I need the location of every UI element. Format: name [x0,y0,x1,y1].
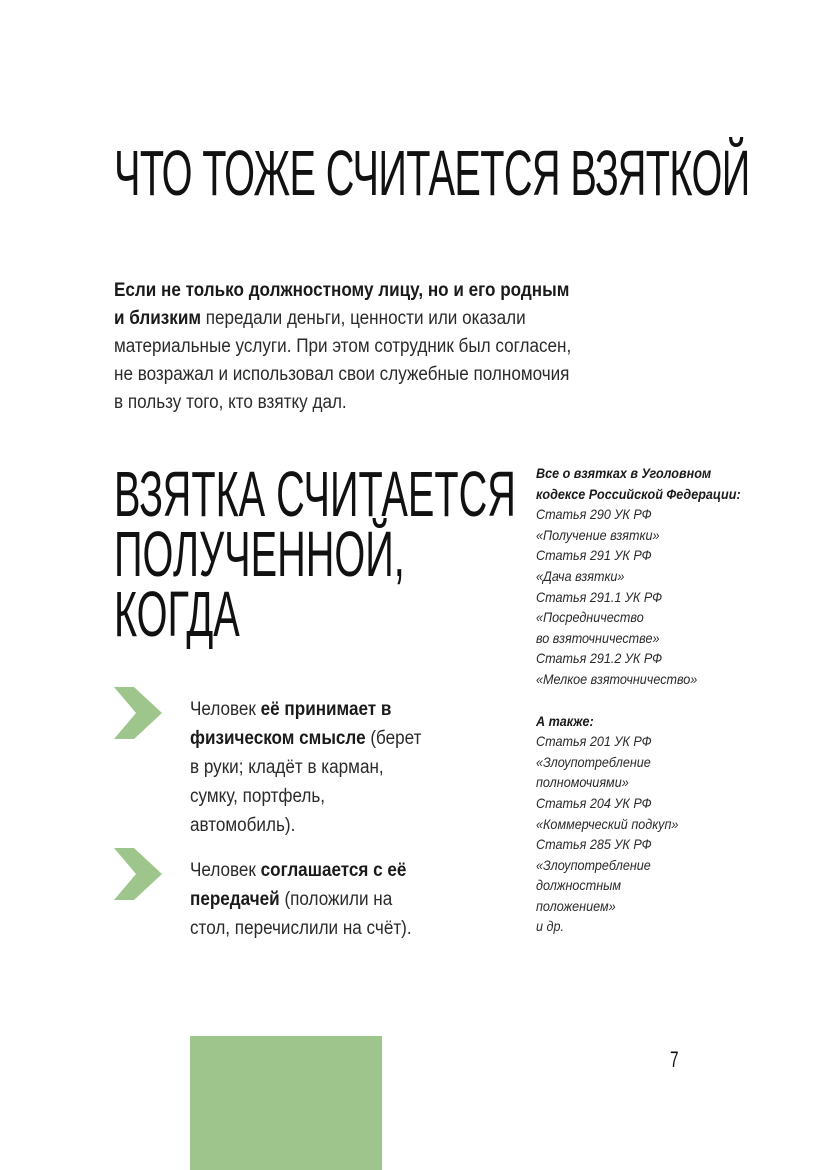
bullet-prefix: Человек [190,860,261,881]
article-line: «Коммерческий подкуп» [536,815,679,832]
article-line: «Злоупотребление [536,753,651,770]
article-line: полномочиями» [536,774,629,791]
article-line: Статья 201 УК РФ [536,733,652,750]
article-line: Статья 285 УК РФ [536,836,652,853]
section-title-line: ВЗЯТКА СЧИТАЕТСЯ [114,458,516,530]
sidebar-also-heading: А также: [536,712,594,729]
bullet-suffix: (положили на стол, перечислили на счёт). [190,889,412,939]
bullet-text [190,695,424,840]
article-line: «Мелкое взяточничество» [536,670,698,687]
spacer [536,690,734,711]
sidebar-heading: Все о взятках в Уголовном [536,465,712,481]
section-title-line: ПОЛУЧЕННОЙ, [114,518,405,590]
article-line: Статья 204 УК РФ [536,794,652,811]
article-line: Статья 291 УК РФ [536,547,652,564]
bullet-text [190,856,424,943]
article-line: «Посредничество [536,609,644,626]
bullet-suffix: (берет в руки; кладёт в карман, сумку, портфель, автомобиль). [190,728,422,836]
article-line: положением» [536,897,616,914]
legal-references-sidebar [536,463,741,937]
decorative-green-block [190,1036,382,1170]
article-line: «Злоупотребление [536,856,651,873]
article-line: Статья 291.1 УК РФ [536,588,663,605]
article-line: и др. [536,918,564,935]
chevron-right-icon [112,848,162,900]
article-line: «Дача взятки» [536,567,625,584]
chevron-right-icon [112,687,162,739]
bullet-prefix: Человек [190,699,261,720]
bullet-bold: её принимает в физическом смысле [190,699,392,749]
sidebar-heading: кодексе Российской Федерации: [536,485,741,502]
intro-paragraph [114,277,582,417]
article-line: Статья 291.2 УК РФ [536,650,663,667]
article-line: «Получение взятки» [536,526,660,543]
section-title-line: КОГДА [114,578,240,650]
article-line: Статья 290 УК РФ [536,506,652,523]
bullet-bold: соглашается с её передачей [190,860,407,910]
section-title [114,458,516,650]
page-title: ЧТО ТОЖЕ СЧИТАЕТСЯ ВЗЯТКОЙ [114,137,750,209]
intro-bold-text: Если не только должностному лицу, но и его родным и близким [114,280,570,329]
intro-regular-text: передали деньги, ценности или оказали материальные услуги. При этом сотрудник был согласен, не возражал и использовал свои служебные полномочия в пользу того, кто взятку дал. [114,308,572,413]
page-number: 7 [670,1047,679,1072]
article-line: должностным [536,877,622,894]
article-line: во взяточничестве» [536,629,660,646]
